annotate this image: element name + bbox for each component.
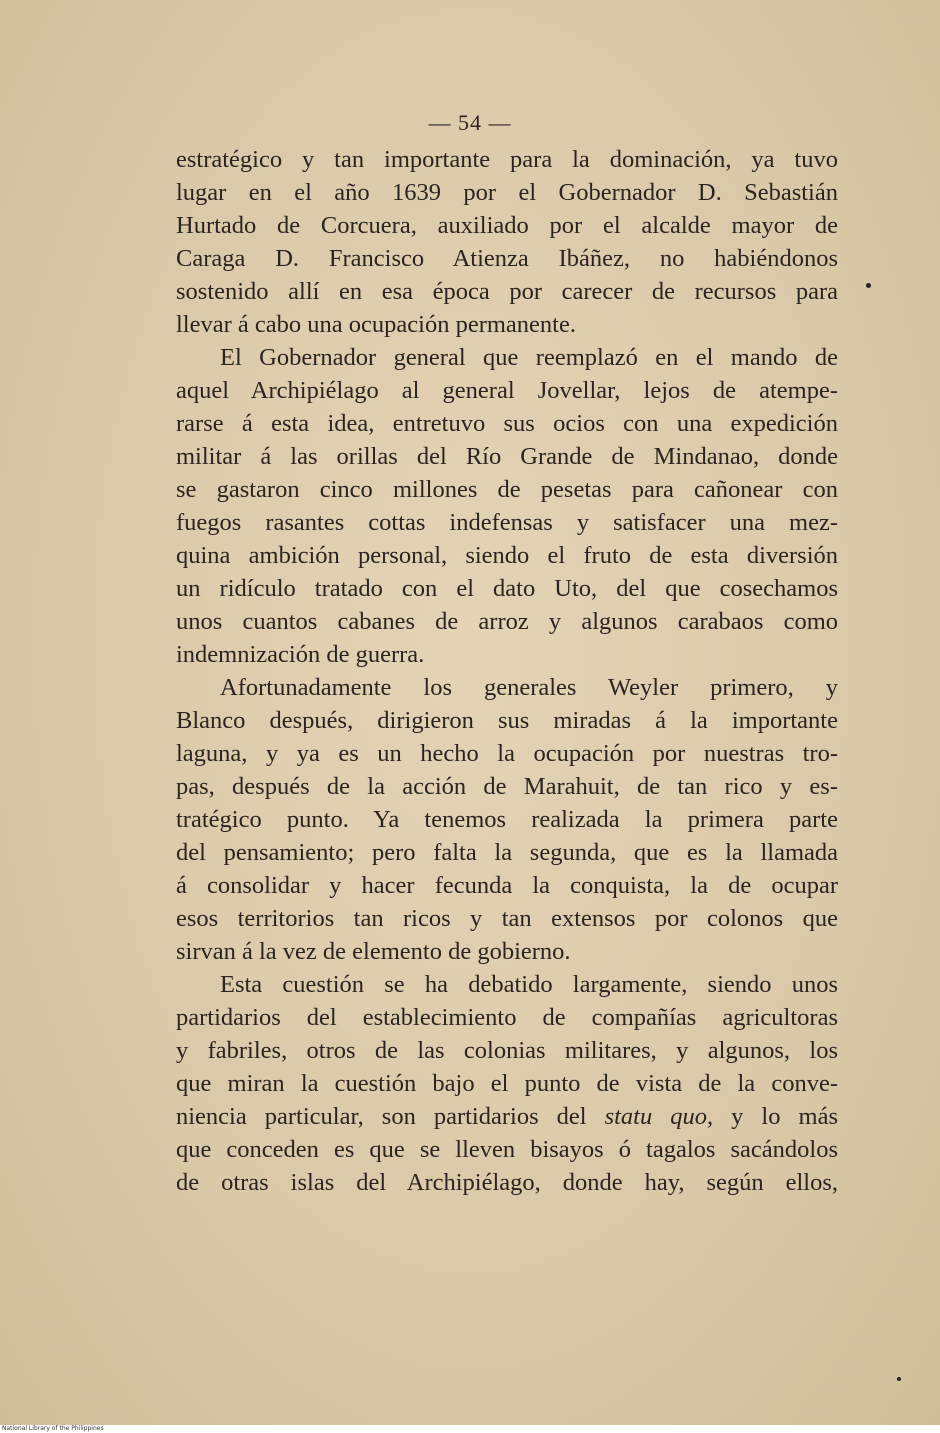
text-segment: niencia particular, son partidarios del (176, 1103, 605, 1130)
text-line: partidarios del establecimiento de compañías agricultoras (176, 1004, 838, 1031)
text-line: Caraga D. Francisco Atienza Ibáñez, no habiéndonos (176, 245, 838, 272)
text-line: aquel Archipiélago al general Jovellar, lejos de atempe- (176, 377, 838, 404)
text-segment: y lo más (713, 1103, 838, 1130)
italic-text-segment: statu quo, (604, 1103, 714, 1130)
text-line: un ridículo tratado con el dato Uto, del que cosechamos (176, 575, 838, 602)
text-line: laguna, y ya es un hecho la ocupación por nuestras tro- (176, 740, 838, 767)
ink-speck (866, 283, 871, 288)
text-line: que miran la cuestión bajo el punto de vista de la conve- (176, 1070, 838, 1097)
ink-speck (897, 1377, 901, 1381)
text-line: que conceden es que se lleven bisayos ó tagalos sacándolos (176, 1136, 838, 1163)
text-line: sostenido allí en esa época por carecer de recursos para (176, 278, 838, 305)
footer-credit: National Library of the Philippines (0, 1425, 940, 1433)
text-line: militar á las orillas del Río Grande de Mindanao, donde (176, 443, 838, 470)
text-line: El Gobernador general que reemplazó en el mando de (220, 344, 838, 371)
text-line: fuegos rasantes cottas indefensas y satisfacer una mez- (176, 509, 838, 536)
text-line: esos territorios tan ricos y tan extensos por colonos que (176, 905, 838, 932)
text-line: Esta cuestión se ha debatido largamente, siendo unos (220, 971, 838, 998)
text-line: lugar en el año 1639 por el Gobernador D. Sebastián (176, 179, 838, 206)
text-line: Blanco después, dirigieron sus miradas á la importante (176, 707, 838, 734)
text-line: llevar á cabo una ocupación permanente. (176, 311, 576, 338)
text-line: del pensamiento; pero falta la segunda, que es la llamada (176, 839, 838, 866)
text-line: tratégico punto. Ya tenemos realizada la primera parte (176, 806, 838, 833)
text-line: indemnización de guerra. (176, 641, 425, 668)
text-line: se gastaron cinco millones de pesetas para cañonear con (176, 476, 838, 503)
text-line: pas, después de la acción de Marahuit, de tan rico y es- (176, 773, 838, 800)
text-line: á consolidar y hacer fecunda la conquista, la de ocupar (176, 872, 838, 899)
text-line: de otras islas del Archipiélago, donde hay, según ellos, (176, 1169, 838, 1196)
text-line: sirvan á la vez de elemento de gobierno. (176, 938, 571, 965)
text-line: estratégico y tan importante para la dominación, ya tuvo (176, 146, 838, 173)
text-line (176, 1100, 838, 1133)
text-line: quina ambición personal, siendo el fruto de esta diversión (176, 542, 838, 569)
page-number: — 54 — (428, 110, 512, 135)
text-line: y fabriles, otros de las colonias militares, y algunos, los (176, 1037, 838, 1064)
text-line: unos cuantos cabanes de arroz y algunos carabaos como (176, 608, 838, 635)
body-text (176, 143, 838, 1199)
text-line: Hurtado de Corcuera, auxiliado por el alcalde mayor de (176, 212, 838, 239)
text-line: rarse á esta idea, entretuvo sus ocios con una expedición (176, 410, 838, 437)
text-line: Afortunadamente los generales Weyler primero, y (220, 674, 838, 701)
